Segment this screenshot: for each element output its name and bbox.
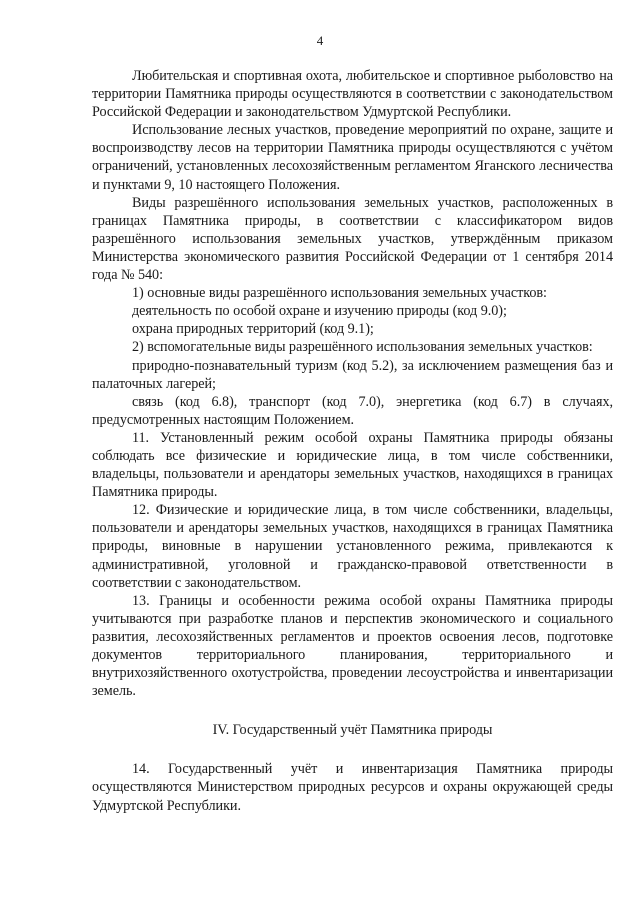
list-item-infrastructure: связь (код 6.8), транспорт (код 7.0), энергетика (код 6.7) в случаях, предусмотренных настоящим Положением.	[92, 393, 613, 428]
paragraph-land-use-types: Виды разрешённого использования земельных участков, расположенных в границах Памятника природы, в соответствии с классификатором видов разрешённого использования земельных участков, утверждённым приказом Министерства экономического развития Российской Федерации от 1 сентября 2014 года № 540:	[92, 194, 613, 284]
list-item-tourism: природно-познавательный туризм (код 5.2), за исключением размещения баз и палаточных лагерей;	[92, 357, 613, 392]
paragraph-11: 11. Установленный режим особой охраны Памятника природы обязаны соблюдать все физические и юридические лица, в том числе собственники, владельцы, пользователи и арендаторы земельных участков, находящихся в границах Памятника природы.	[92, 429, 613, 501]
paragraph-13: 13. Границы и особенности режима особой охраны Памятника природы учитываются при разработке планов и перспектив экономического и социального развития, лесохозяйственных регламентов и проектов освоения лесов, подготовке документов территориального планирования, территориального и внутрихозяйственного охотустройства, проведении лесоустройства и инвентаризации земель.	[92, 592, 613, 700]
paragraph-forest-use: Использование лесных участков, проведение мероприятий по охране, защите и воспроизводству лесов на территории Памятника природы осуществляются с учётом ограничений, установленных лесохозяйственным регламентом Яганского лесничества и пунктами 9, 10 настоящего Положения.	[92, 122, 613, 193]
section-heading: IV. Государственный учёт Памятника природы	[212, 722, 493, 739]
list-item-nature-study: деятельность по особой охране и изучению природы (код 9.0);	[132, 303, 507, 320]
paragraph-hunting-fishing: Любительская и спортивная охота, любительское и спортивное рыболовство на территории Памятника природы осуществляются в соответствии с законодательством Российской Федерации и законодательством Удмуртской Республики.	[92, 68, 613, 121]
list-item-auxiliary-uses: 2) вспомогательные виды разрешённого использования земельных участков:	[132, 339, 593, 356]
list-item-nature-protection: охрана природных территорий (код 9.1);	[132, 321, 374, 338]
document-body	[92, 67, 613, 815]
paragraph-12: 12. Физические и юридические лица, в том числе собственники, владельцы, пользователи и арендаторы земельных участков, находящихся в границах Памятника природы, виновные в нарушении установленного режима, привлекаются к административной, уголовной и гражданско-правовой ответственности в соответствии с законодательством.	[92, 502, 613, 591]
list-item-main-uses: 1) основные виды разрешённого использования земельных участков:	[132, 285, 547, 302]
paragraph-14: 14. Государственный учёт и инвентаризация Памятника природы осуществляются Министерством природных ресурсов и охраны окружающей среды Удмуртской Республики.	[92, 761, 613, 814]
page-number: 4	[316, 33, 324, 48]
